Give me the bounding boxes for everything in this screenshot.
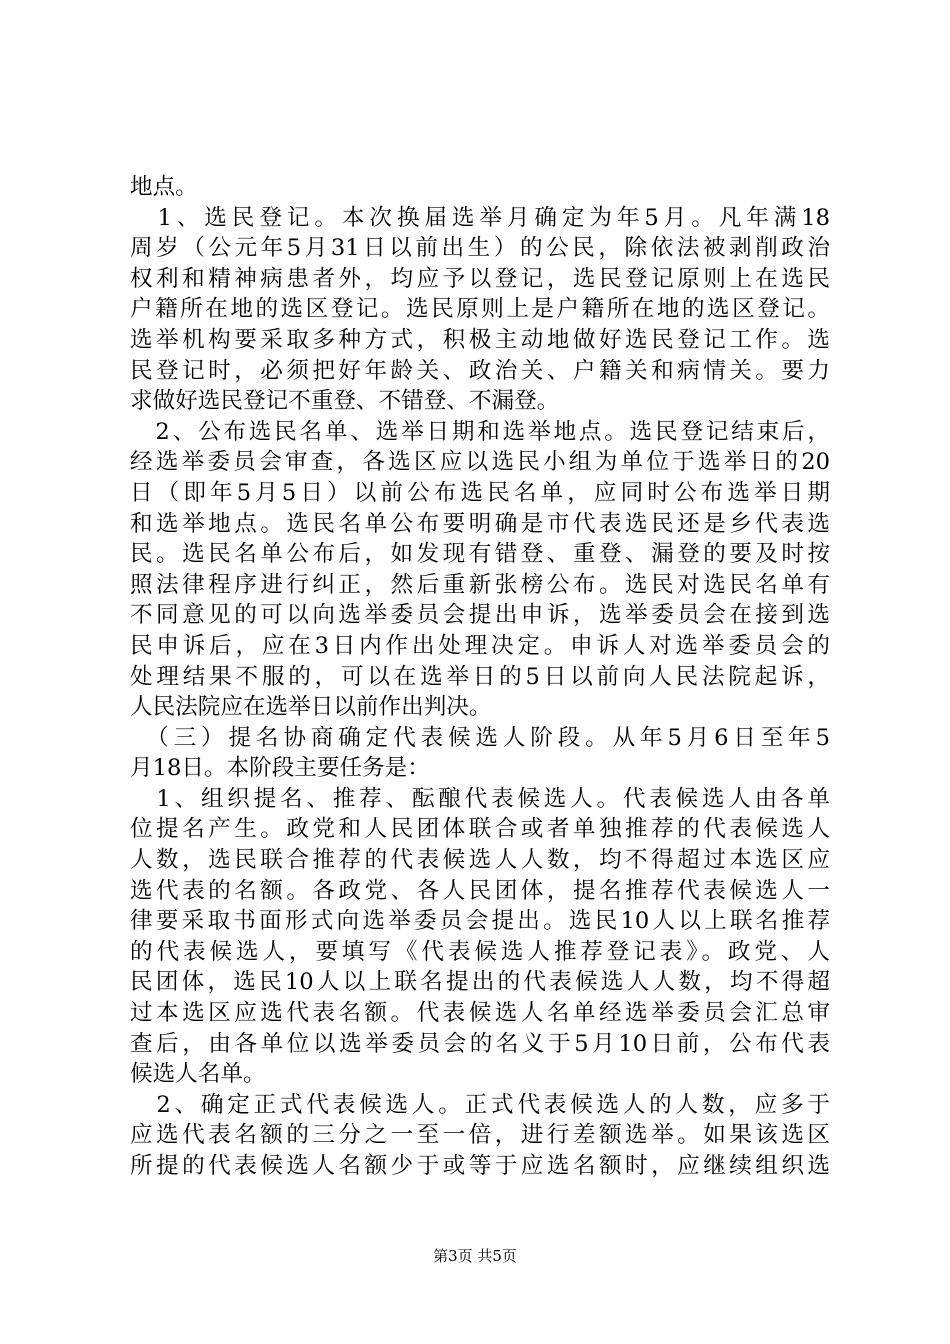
text-line: 选举机构要采取多种方式，积极主动地做好选民登记工作。选 <box>130 326 830 353</box>
text-line: 人民法院应在选举日以前作出判决。 <box>130 694 492 721</box>
text-line: 周岁（公元年5月31日以前出生）的公民，除依法被剥削政治 <box>130 235 830 262</box>
text-line: 照法律程序进行纠正，然后重新张榜公布。选民对选民名单有 <box>130 571 830 598</box>
text-line: 民。选民名单公布后，如发现有错登、重登、漏登的要及时按 <box>130 541 830 568</box>
text-line: 民申诉后，应在3日内作出处理决定。申诉人对选举委员会的 <box>130 632 830 659</box>
text-line: 求做好选民登记不重登、不错登、不漏登。 <box>130 388 560 415</box>
text-line: 的代表候选人，要填写《代表候选人推荐登记表》。政党、人 <box>130 938 830 965</box>
text-line: 权利和精神病患者外，均应予以登记，选民登记原则上在选民 <box>130 265 830 292</box>
text-line: 不同意见的可以向选举委员会提出申诉，选举委员会在接到选 <box>130 602 830 629</box>
text-line: 日（即年5月5日）以前公布选民名单，应同时公布选举日期 <box>130 479 830 506</box>
text-line: 户籍所在地的选区登记。选民原则上是户籍所在地的选区登记。 <box>130 296 830 323</box>
text-line: 候选人名单。 <box>130 1061 266 1088</box>
document-body <box>130 172 830 1182</box>
text-line: 处理结果不服的，可以在选举日的5日以前向人民法院起诉， <box>130 663 830 690</box>
text-line: 民登记时，必须把好年龄关、政治关、户籍关和病情关。要力 <box>130 357 830 384</box>
text-line: 应选代表名额的三分之一至一倍，进行差额选举。如果该选区 <box>130 1122 830 1149</box>
text-line: 过本选区应选代表名额。代表候选人名单经选举委员会汇总审 <box>130 1000 830 1027</box>
text-line: 民团体，选民10人以上联名提出的代表候选人人数，均不得超 <box>130 969 830 996</box>
text-line: 2、公布选民名单、选举日期和选举地点。选民登记结束后， <box>130 418 830 445</box>
text-line: 和选举地点。选民名单公布要明确是市代表选民还是乡代表选 <box>130 510 830 537</box>
text-line: 地点。 <box>130 174 198 200</box>
text-line: 月18日。本阶段主要任务是： <box>130 755 430 782</box>
text-line: 经选举委员会审查，各选区应以选民小组为单位于选举日的20 <box>130 449 830 476</box>
text-line: 所提的代表候选人名额少于或等于应选名额时，应继续组织选 <box>130 1153 830 1179</box>
text-line: 2、确定正式代表候选人。正式代表候选人的人数，应多于 <box>130 1091 830 1118</box>
text-line: 人数，选民联合推荐的代表候选人人数，均不得超过本选区应 <box>130 847 830 874</box>
text-line: 1、选民登记。本次换届选举月确定为年5月。凡年满18 <box>130 204 830 231</box>
text-line: 查后，由各单位以选举委员会的名义于5月10日前，公布代表 <box>130 1030 830 1057</box>
text-line: 1、组织提名、推荐、酝酿代表候选人。代表候选人由各单 <box>130 785 830 812</box>
text-line: 律要采取书面形式向选举委员会提出。选民10人以上联名推荐 <box>130 908 830 935</box>
text-line: （三）提名协商确定代表候选人阶段。从年5月6日至年5 <box>130 724 830 751</box>
page-number-footer: 第3页 共5页 <box>433 1247 517 1265</box>
text-line: 位提名产生。政党和人民团体联合或者单独推荐的代表候选人 <box>130 816 830 843</box>
text-line: 选代表的名额。各政党、各人民团体，提名推荐代表候选人一 <box>130 877 830 904</box>
